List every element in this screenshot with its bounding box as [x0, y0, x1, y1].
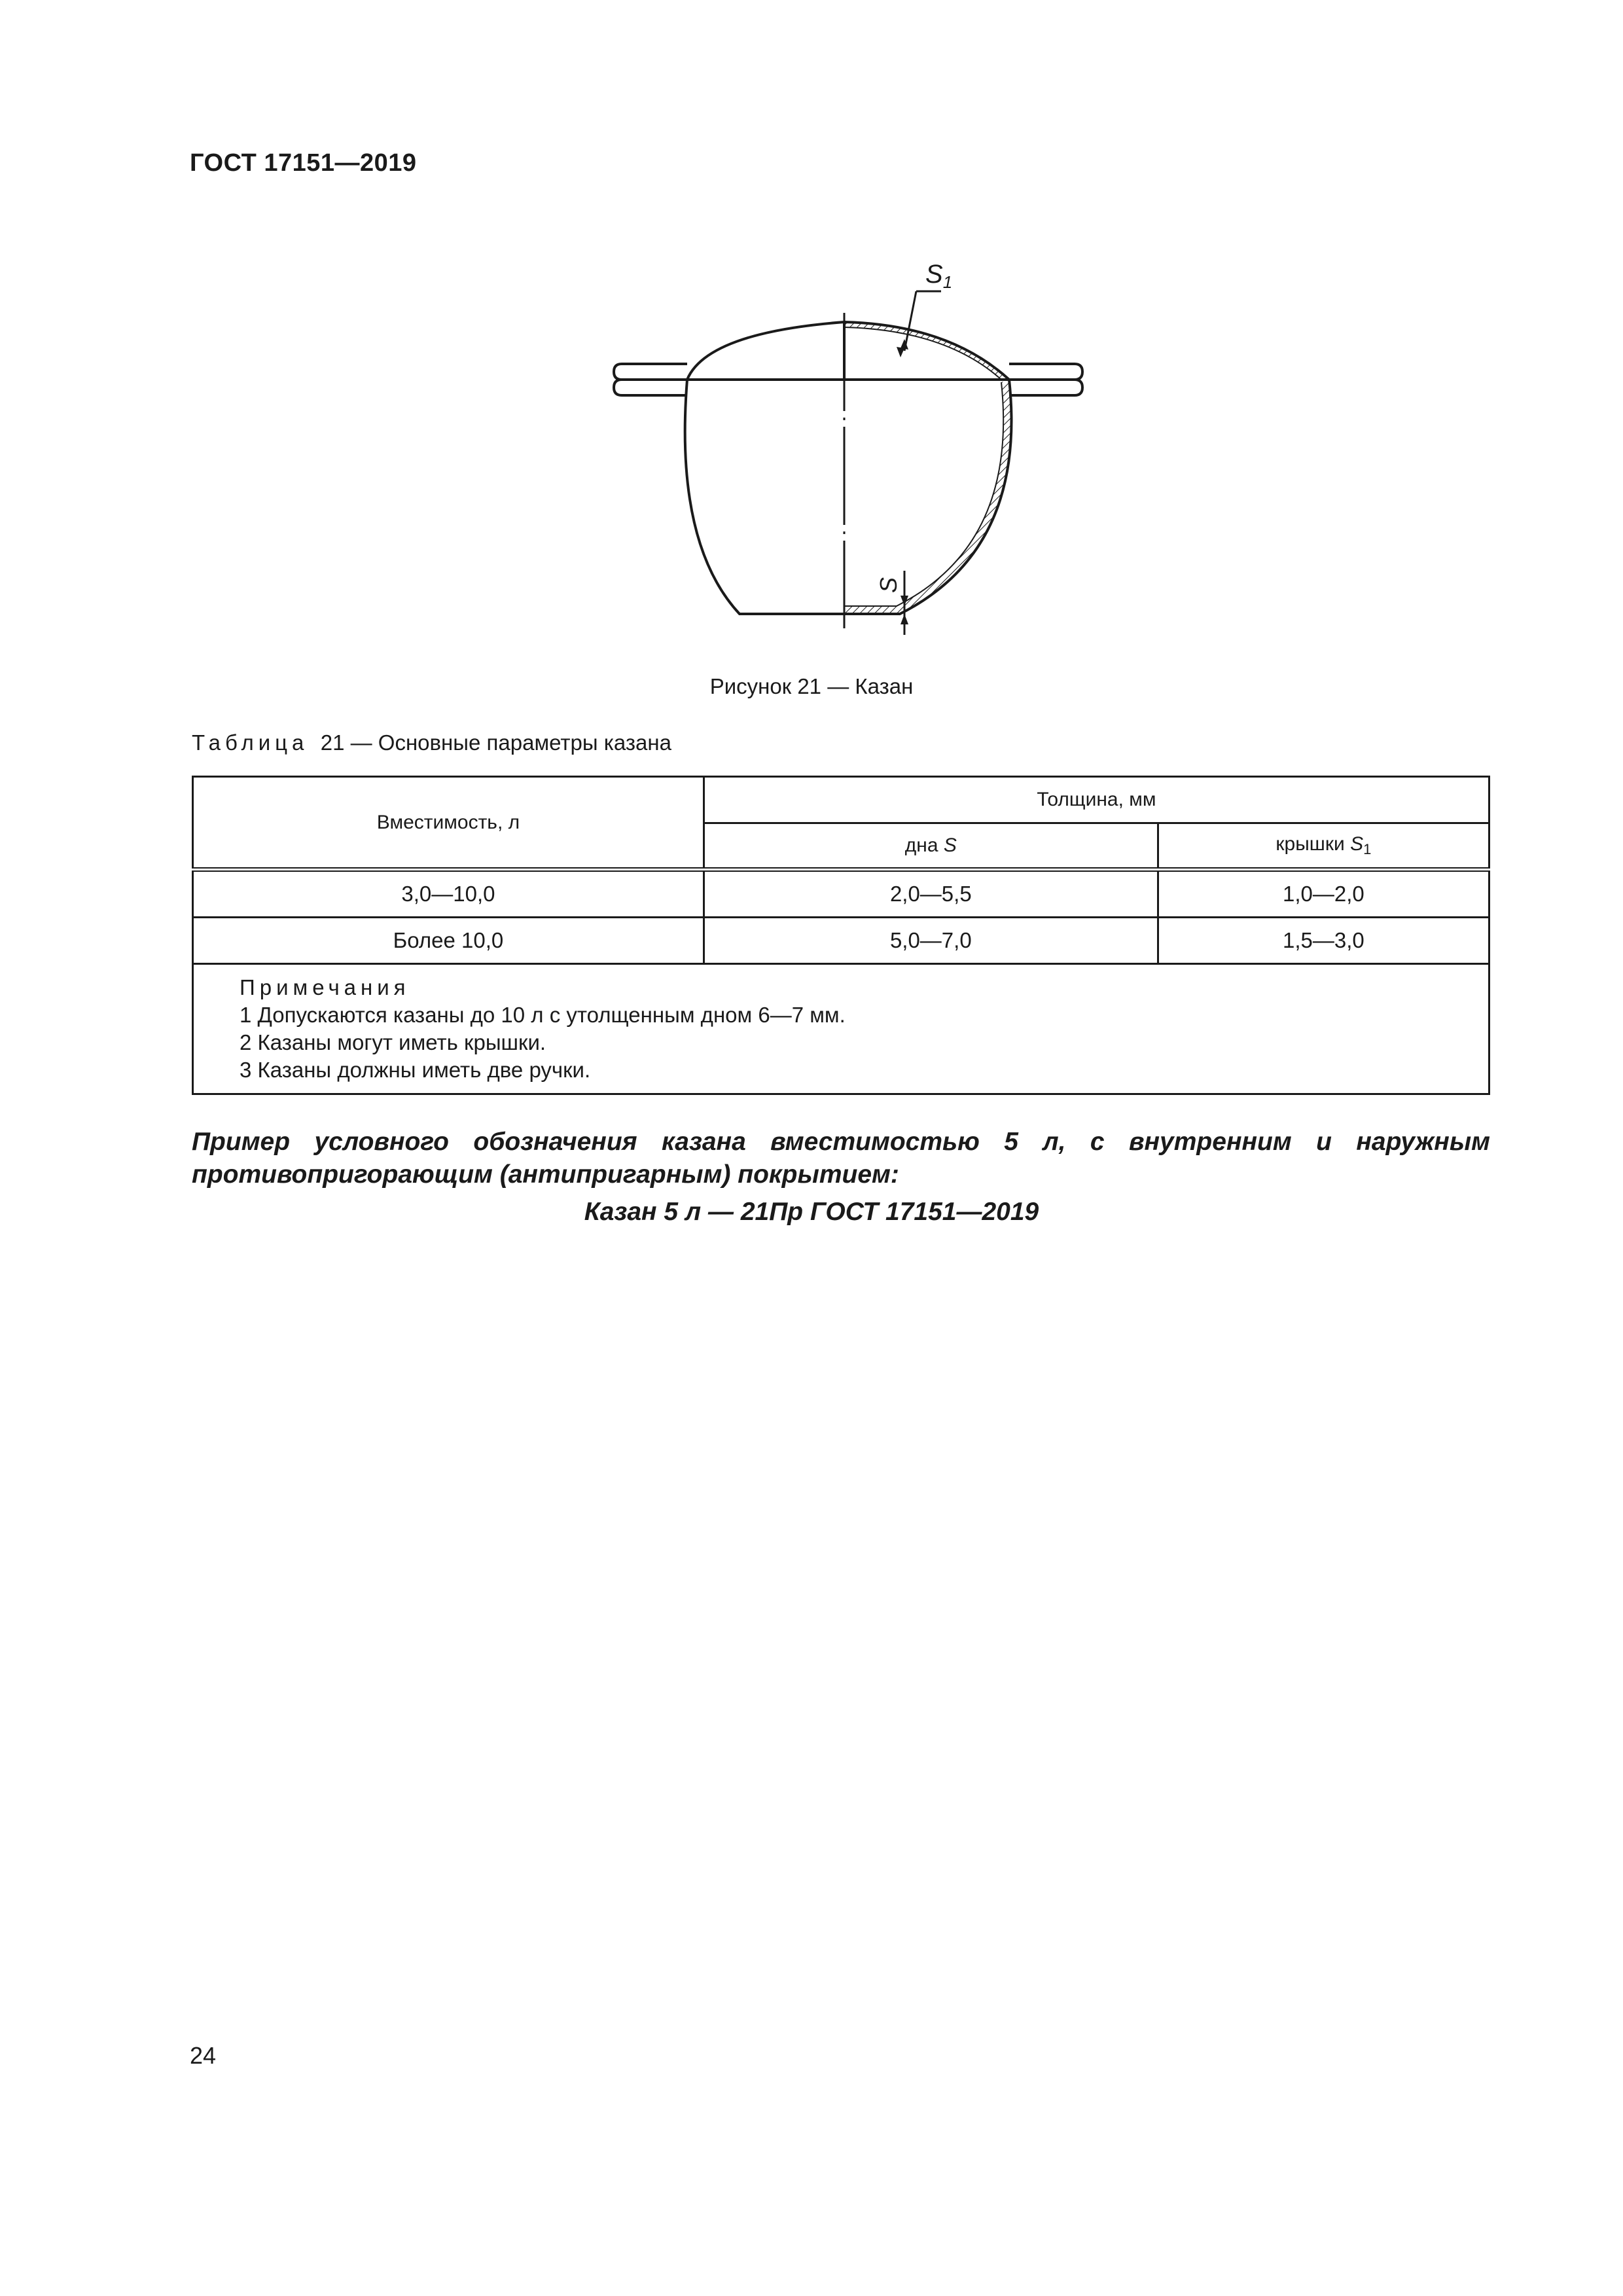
kazan-drawing: [609, 242, 1093, 641]
table-title-prefix: Таблица: [192, 730, 309, 755]
header-capacity: Вместимость, л: [193, 777, 704, 870]
table-title: [192, 730, 671, 755]
figure-caption: Рисунок 21 — Казан: [709, 674, 914, 698]
table-notes: [193, 964, 1489, 1094]
page-number: 24: [190, 2042, 217, 2069]
example-paragraph: Пример условного обозначения казана вместимостью 5 л, с внутренним и наружным противопригорающим (антипригарным) покрытием:: [192, 1128, 1490, 1189]
note-item: 3 Казаны должны иметь две ручки.: [240, 1058, 591, 1082]
header-bottom: дна S: [704, 823, 1158, 870]
cell-lid: 1,5—3,0: [1158, 918, 1489, 964]
note-item: 2 Казаны могут иметь крышки.: [240, 1030, 546, 1054]
cell-bottom: 5,0—7,0: [704, 918, 1158, 964]
right-handle: [1009, 364, 1082, 395]
example-designation: Казан 5 л — 21Пр ГОСТ 17151—2019: [584, 1198, 1039, 1226]
cell-lid: 1,0—2,0: [1158, 870, 1489, 918]
table-row: [193, 870, 1489, 918]
left-handle: [614, 364, 687, 395]
note-item: 1 Допускаются казаны до 10 л с утолщенным дном 6—7 мм.: [240, 1003, 846, 1027]
notes-title: Примечания: [240, 975, 410, 999]
document-header: ГОСТ 17151—2019: [190, 149, 417, 177]
lid-outline: [687, 322, 844, 380]
parameters-table: [192, 776, 1490, 1095]
svg-text:S: S: [875, 577, 902, 593]
table-title-text: 21 — Основные параметры казана: [320, 730, 671, 755]
cell-bottom: 2,0—5,5: [704, 870, 1158, 918]
svg-text:S1: $S_1$: [925, 260, 953, 292]
header-lid: крышки $S_1$: [1158, 823, 1489, 870]
header-thickness: Толщина, мм: [704, 777, 1489, 823]
cell-capacity: 3,0—10,0: [193, 870, 704, 918]
bowl-outline: [685, 380, 844, 614]
cell-capacity: Более 10,0: [193, 918, 704, 964]
table-row: [193, 918, 1489, 964]
